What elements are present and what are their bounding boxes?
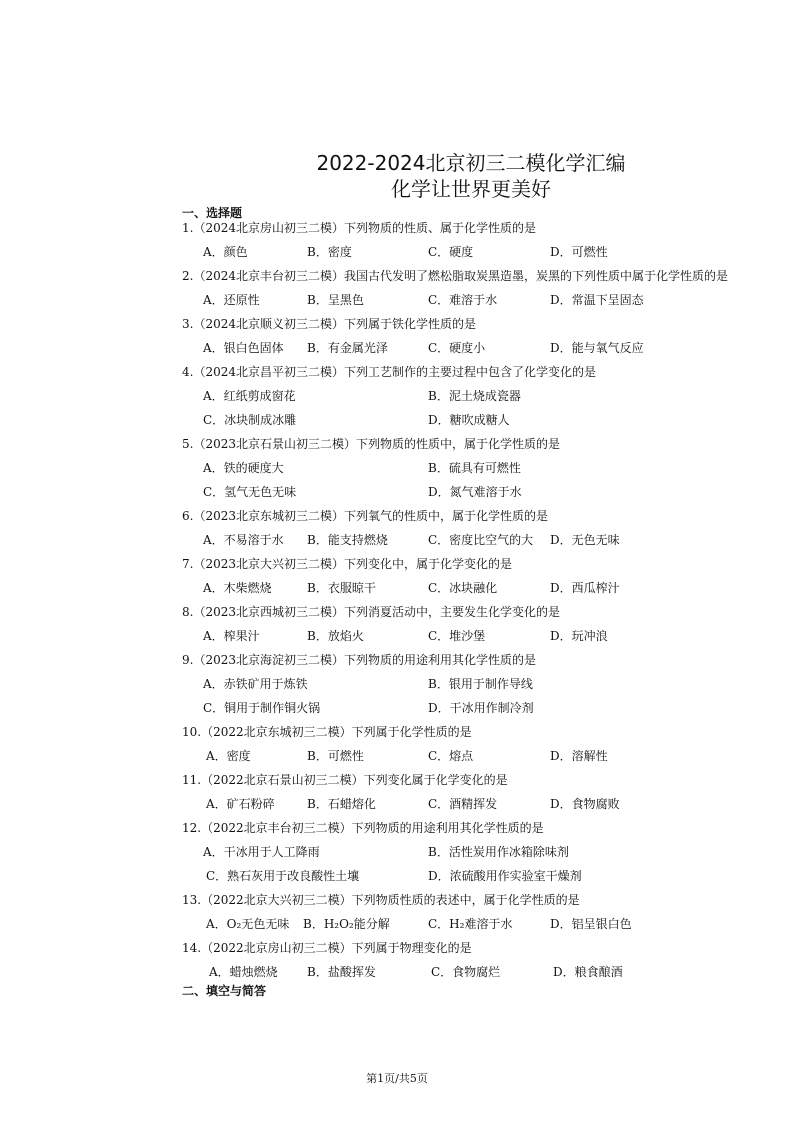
option-a: A．蜡烛燃烧	[209, 965, 278, 979]
option-d: D．糖吹成糖人	[428, 413, 510, 427]
option-c: C．难溶于水	[428, 293, 498, 307]
option-b: B．盐酸挥发	[307, 965, 376, 979]
option-b: B．放焰火	[307, 629, 364, 643]
option-c: C．熔点	[428, 749, 474, 763]
question-stem: 8.（2023北京西城初三二模）下列消夏活动中，主要发生化学变化的是	[182, 605, 560, 619]
option-b: B．呈黑色	[307, 293, 364, 307]
question-stem: 3.（2024北京顺义初三二模）下列属于铁化学性质的是	[182, 317, 476, 331]
option-c: C．硬度小	[428, 341, 486, 355]
option-b: B．H₂O₂能分解	[303, 917, 390, 931]
option-b: B．衣服晾干	[307, 581, 376, 595]
page-subtitle: 化学让世界更美好	[391, 177, 551, 201]
question-stem: 12.（2022北京丰台初三二模）下列物质的用途利用其化学性质的是	[182, 821, 544, 835]
question-stem: 14.（2022北京房山初三二模）下列属于物理变化的是	[182, 941, 472, 955]
option-b: B．可燃性	[307, 749, 364, 763]
option-a: A．干冰用于人工降雨	[203, 845, 320, 859]
option-a: A．密度	[206, 749, 251, 763]
option-b: B．银用于制作导线	[428, 677, 533, 691]
section-heading-fill: 二、填空与简答	[182, 984, 267, 998]
option-d: D．西瓜榨汁	[550, 581, 620, 595]
option-a: A．还原性	[203, 293, 260, 307]
question-stem: 2.（2024北京丰台初三二模）我国古代发明了燃松脂取炭黑造墨，炭黑的下列性质中属于化学性质的是	[182, 269, 728, 283]
option-a: A．颜色	[203, 245, 248, 259]
option-a: A．不易溶于水	[203, 533, 284, 547]
option-d: D．无色无味	[550, 533, 620, 547]
question-stem: 9.（2023北京海淀初三二模）下列物质的用途利用其化学性质的是	[182, 653, 536, 667]
option-b: B．能支持燃烧	[307, 533, 388, 547]
question-stem: 11.（2022北京石景山初三二模）下列变化属于化学变化的是	[182, 773, 508, 787]
option-d: D．常温下呈固态	[550, 293, 644, 307]
question-stem: 13.（2022北京大兴初三二模）下列物质性质的表述中，属于化学性质的是	[182, 893, 580, 907]
option-a: A．红纸剪成窗花	[203, 389, 296, 403]
page-title: 2022-2024北京初三二模化学汇编	[316, 151, 626, 175]
question-stem: 4.（2024北京昌平初三二模）下列工艺制作的主要过程中包含了化学变化的是	[182, 365, 596, 379]
option-d: D．食物腐败	[550, 797, 620, 811]
option-d: D．干冰用作制冷剂	[428, 701, 534, 715]
option-d: D．粮食酿酒	[553, 965, 623, 979]
option-a: A．矿石粉碎	[206, 797, 275, 811]
option-c: C．铜用于制作铜火锅	[203, 701, 321, 715]
option-d: D．可燃性	[550, 245, 608, 259]
option-c: C．食物腐烂	[431, 965, 501, 979]
option-d: D．铝呈银白色	[550, 917, 632, 931]
option-b: B．石蜡熔化	[307, 797, 376, 811]
option-d: D．浓硫酸用作实验室干燥剂	[428, 869, 582, 883]
option-a: A．木柴燃烧	[203, 581, 272, 595]
option-a: A．榨果汁	[203, 629, 260, 643]
option-b: B．活性炭用作冰箱除味剂	[428, 845, 569, 859]
option-b: B．硫具有可燃性	[428, 461, 521, 475]
question-stem: 10.（2022北京东城初三二模）下列属于化学性质的是	[182, 725, 472, 739]
option-d: D．氮气难溶于水	[428, 485, 522, 499]
option-c: C．堆沙堡	[428, 629, 486, 643]
question-stem: 5.（2023北京石景山初三二模）下列物质的性质中，属于化学性质的是	[182, 437, 560, 451]
page-number: 第1页/共5页	[366, 1072, 428, 1085]
option-d: D．能与氧气反应	[550, 341, 644, 355]
option-c: C．氢气无色无味	[203, 485, 297, 499]
section-heading-choice: 一、选择题	[182, 206, 243, 220]
question-stem: 6.（2023北京东城初三二模）下列氧气的性质中，属于化学性质的是	[182, 509, 548, 523]
question-stem: 1.（2024北京房山初三二模）下列物质的性质、属于化学性质的是	[182, 221, 536, 235]
option-d: D．玩冲浪	[550, 629, 608, 643]
option-a: A．赤铁矿用于炼铁	[203, 677, 308, 691]
option-c: C．H₂难溶于水	[428, 917, 513, 931]
option-c: C．冰块制成冰雕	[203, 413, 297, 427]
option-c: C．冰块融化	[428, 581, 498, 595]
question-stem: 7.（2023北京大兴初三二模）下列变化中，属于化学变化的是	[182, 557, 512, 571]
option-a: A．铁的硬度大	[203, 461, 284, 475]
option-c: C．硬度	[428, 245, 474, 259]
option-a: A．银白色固体	[203, 341, 284, 355]
option-c: C．酒精挥发	[428, 797, 498, 811]
option-d: D．溶解性	[550, 749, 608, 763]
option-a: A．O₂无色无味	[206, 917, 290, 931]
option-c: C．密度比空气的大	[428, 533, 534, 547]
option-c: C．熟石灰用于改良酸性土壤	[206, 869, 360, 883]
option-b: B．有金属光泽	[307, 341, 388, 355]
option-b: B．泥土烧成瓷器	[428, 389, 521, 403]
option-b: B．密度	[307, 245, 352, 259]
